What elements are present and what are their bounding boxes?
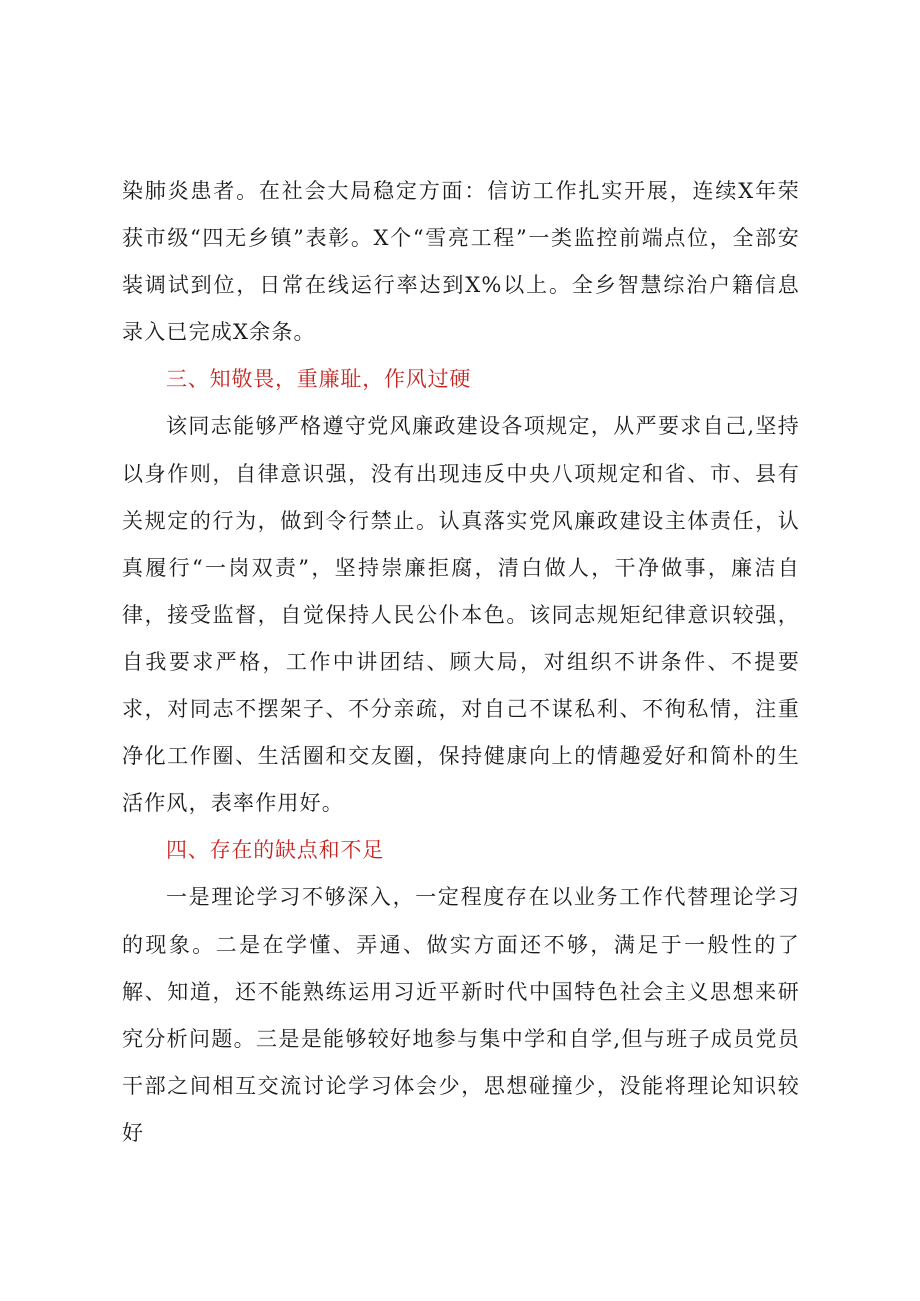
paragraph-social-stability: 染肺炎患者。在社会大局稳定方面：信访工作扎实开展，连续X年荣获市级“四无乡镇”表彰。X个“雪亮工程”一类监控前端点位，全部安装调试到位，日常在线运行率达到X%以上。全乡智慧综治户籍信息录入已完成X余条。 [122,179,800,345]
section-heading-shortcomings: 四、存在的缺点和不足 [166,838,384,863]
document-body [122,168,800,1157]
section-heading-integrity: 三、知敬畏，重廉耻，作风过硬 [166,367,472,392]
paragraph-shortcomings: 一是理论学习不够深入，一定程度存在以业务工作代替理论学习的现象。二是在学懂、弄通、做实方面还不够，满足于一般性的了解、知道，还不能熟练运用习近平新时代中国特色社会主义思想来研究分析问题。三是是能够较好地参与集中学和自学,但与班子成员党员干部之间相互交流讨论学习体会少，思想碰撞少，没能将理论知识较好 [122,885,800,1145]
paragraph-integrity: 该同志能够严格遵守党风廉政建设各项规定，从严要求自己,坚持以身作则，自律意识强，没有出现违反中央八项规定和省、市、县有关规定的行为，做到令行禁止。认真落实党风廉政建设主体责任，认真履行“一岗双责”，坚持崇廉拒腐，清白做人，干净做事，廉洁自律，接受监督，自觉保持人民公仆本色。该同志规矩纪律意识较强，自我要求严格，工作中讲团结、顾大局，对组织不讲条件、不提要求，对同志不摆架子、不分亲疏，对自己不谋私利、不徇私情，注重净化工作圈、生活圈和交友圈，保持健康向上的情趣爱好和简朴的生活作风，表率作用好。 [122,414,800,816]
